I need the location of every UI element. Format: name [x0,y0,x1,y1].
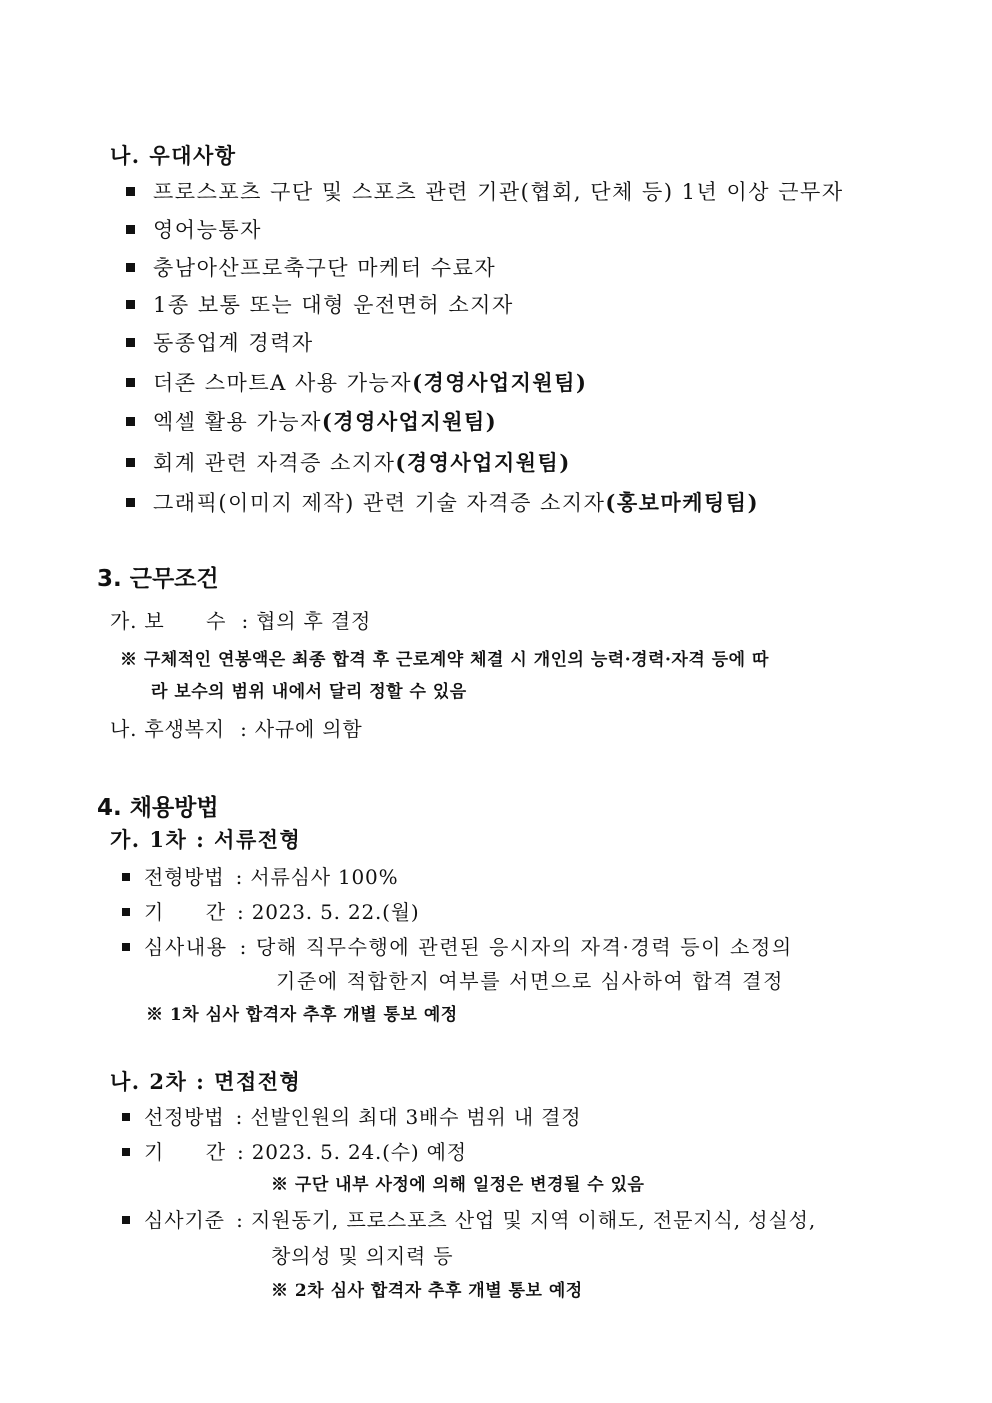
pay-note-line2: 라 보수의 범위 내에서 달리 정할 수 있음 [151,682,467,702]
square-bullet-icon [122,873,130,881]
list-item: 동종업계 경력자 [126,327,314,357]
square-bullet-icon [122,1148,130,1156]
stage2-period-note: ※ 구단 내부 사정에 의해 일정은 변경될 수 있음 [271,1175,645,1195]
stage2-note: ※ 2차 심사 합격자 추후 개별 통보 예정 [271,1281,583,1301]
square-bullet-icon [126,498,135,507]
square-bullet-icon [126,458,135,467]
pay-label: 가. 보 수 [110,609,227,633]
square-bullet-icon [126,263,135,272]
square-bullet-icon [126,187,135,196]
square-bullet-icon [122,943,130,951]
square-bullet-icon [122,1113,130,1121]
stage2-period-row: 기 간 : 2023. 5. 24.(수) 예정 [122,1136,467,1165]
stage2-criteria-line2: 창의성 및 의지력 등 [271,1244,454,1268]
method-heading: 4. 채용방법 [97,795,219,821]
list-item: 1종 보통 또는 대형 운전면허 소지자 [126,289,514,319]
preferences-heading: 나. 우대사항 [110,143,237,168]
stage1-review-row: 심사내용 : 당해 직무수행에 관련된 응시자의 자격·경력 등이 소정의 [122,931,793,960]
team-label: (홍보마케팅팀) [605,490,760,515]
stage1-method-row: 전형방법 : 서류심사 100% [122,861,398,890]
square-bullet-icon [126,300,135,309]
list-item: 그래픽(이미지 제작) 관련 기술 자격증 소지자(홍보마케팅팀) [126,487,759,517]
list-item: 충남아산프로축구단 마케터 수료자 [126,252,496,282]
stage2-criteria-row: 심사기준 : 지원동기, 프로스포츠 산업 및 지역 이해도, 전문지식, 성실성, [122,1204,816,1233]
stage2-select-row: 선정방법 : 선발인원의 최대 3배수 범위 내 결정 [122,1101,581,1130]
pay-value: : 협의 후 결정 [241,609,372,633]
square-bullet-icon [126,338,135,347]
stage1-period-row: 기 간 : 2023. 5. 22.(월) [122,896,420,925]
square-bullet-icon [126,225,135,234]
list-item: 엑셀 활용 가능자(경영사업지원팀) [126,406,497,436]
list-item: 회계 관련 자격증 소지자(경영사업지원팀) [126,447,571,477]
list-item: 더존 스마트A 사용 가능자(경영사업지원팀) [126,367,587,397]
team-label: (경영사업지원팀) [412,370,588,395]
stage1-heading: 가. 1차 : 서류전형 [110,827,302,852]
stage1-review-line2: 기준에 적합한지 여부를 서면으로 심사하여 합격 결정 [276,969,784,993]
list-item: 영어능통자 [126,214,262,244]
square-bullet-icon [126,417,135,426]
square-bullet-icon [122,1216,130,1224]
welfare-row [110,713,363,742]
stage2-heading: 나. 2차 : 면접전형 [110,1069,302,1094]
square-bullet-icon [122,908,130,916]
stage1-note: ※ 1차 심사 합격자 추후 개별 통보 예정 [146,1005,458,1025]
welfare-label: 나. 후생복지 [110,717,225,741]
pay-note-line1: ※ 구체적인 연봉액은 최종 합격 후 근로계약 체결 시 개인의 능력·경력·자격 등에 따 [120,650,769,670]
welfare-value: : 사규에 의함 [240,717,363,741]
team-label: (경영사업지원팀) [321,409,498,434]
team-label: (경영사업지원팀) [395,450,571,475]
list-item: 프로스포츠 구단 및 스포츠 관련 기관(협회, 단체 등) 1년 이상 근무자 [126,176,844,206]
pay-row [110,605,371,634]
square-bullet-icon [126,378,135,387]
conditions-heading: 3. 근무조건 [97,566,219,592]
